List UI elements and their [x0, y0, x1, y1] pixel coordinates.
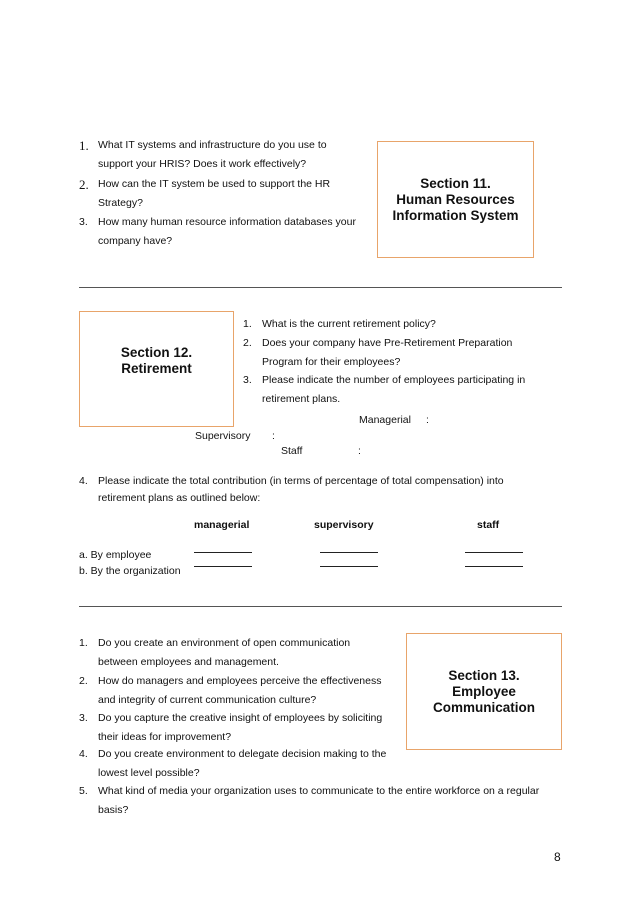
blank-organization-staff [465, 566, 523, 567]
blank-organization-supervisory [320, 566, 378, 567]
page-number: 8 [554, 850, 561, 864]
blank-employee-supervisory [320, 552, 378, 553]
col-header-supervisory: supervisory [314, 519, 374, 531]
colon-supervisory: : [272, 430, 275, 442]
section-12-box [79, 311, 234, 427]
col-header-managerial: managerial [194, 519, 250, 531]
section-11-box [377, 141, 534, 258]
col-header-staff: staff [477, 519, 500, 531]
blank-employee-staff [465, 552, 523, 553]
section-11-title: Section 11. Human Resources Information System [392, 175, 519, 223]
blank-employee-managerial [194, 552, 252, 553]
section-divider-1 [79, 287, 562, 288]
colon-managerial: : [426, 414, 429, 426]
label-managerial: Managerial [359, 414, 411, 426]
blank-organization-managerial [194, 566, 252, 567]
label-staff: Staff [281, 445, 303, 457]
section-divider-2 [79, 606, 562, 607]
section-13-title: Section 13. Employee Communication [432, 667, 535, 715]
row-label-employee: a. By employee [79, 549, 152, 561]
colon-staff: : [358, 445, 361, 457]
section-12-title: Section 12. Retirement [120, 345, 193, 376]
row-label-organization: b. By the organization [79, 565, 181, 577]
label-supervisory: Supervisory [195, 430, 251, 442]
section-13-box [406, 633, 562, 750]
